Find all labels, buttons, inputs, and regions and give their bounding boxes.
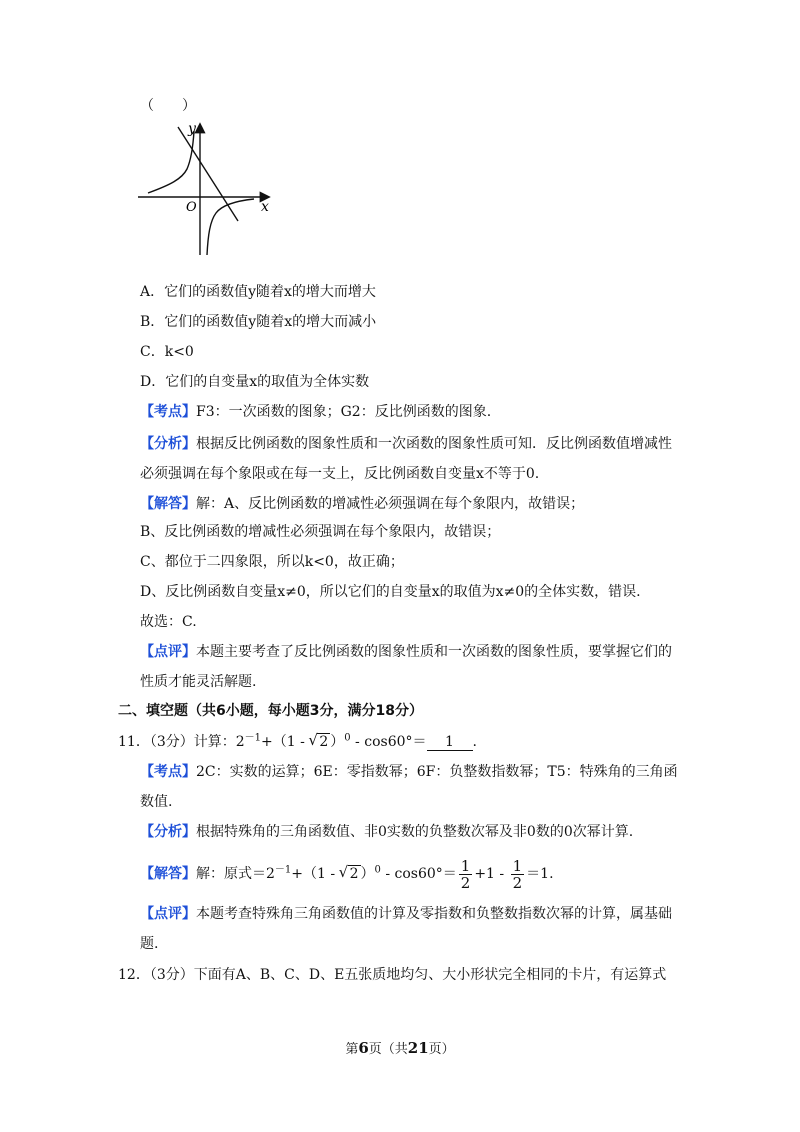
q11-jieda-plus: +1 -: [474, 866, 509, 882]
footer-mid: 页（共: [368, 1042, 408, 1057]
q11-kaodian-row: [140, 762, 678, 782]
q11-kaodian-text-1: 2C：实数的运算；6E：零指数幂；6F：负整数指数幂；T5：特殊角的三角函: [196, 764, 678, 780]
jieda-text-2: B、反比例函数的增减性必须强调在每个象限内，故错误；: [140, 524, 501, 540]
dianping-text-1: 本题主要考查了反比例函数的图象性质和一次函数的图象性质，要掌握它们的: [196, 644, 672, 660]
footer-suffix: 页）: [428, 1042, 455, 1057]
q11-score: （3分）计算：2: [149, 734, 245, 750]
question-bracket: （ ）: [140, 98, 196, 114]
q11-exponent: －1: [244, 732, 262, 744]
q11-jieda-sqrt-arg: 2: [349, 866, 359, 882]
q11-answer: 1: [427, 734, 473, 751]
q11-jieda-prefix: 解：原式＝2: [196, 866, 275, 882]
q12-text: （3分）下面有A、B、C、D、E五张质地均匀、大小形状完全相同的卡片，有运算式: [149, 967, 667, 983]
y-axis-label: y: [188, 121, 196, 137]
q11-jieda-result: ＝1.: [526, 866, 554, 882]
option-a: A．它们的函数值y随着x的增大而增大: [140, 284, 376, 300]
footer-page-number: 6: [358, 1039, 369, 1057]
kaodian-text: F3：一次函数的图象；G2：反比例函数的图象.: [196, 404, 492, 420]
question-12: [118, 965, 666, 985]
jieda-text-5: 故选：C.: [140, 614, 197, 630]
q11-dianping-row: [140, 904, 672, 924]
q11-sqrt-arg: 2: [319, 734, 329, 750]
fenxi-text-2: 必须强调在每个象限或在每一支上，反比例函数自变量x不等于0.: [140, 466, 540, 482]
q11-kaodian-tag: 【考点】: [140, 764, 196, 780]
q11-dianping-text-2: 题.: [140, 936, 159, 952]
q11-fenxi-row: [140, 822, 633, 842]
q11-fenxi-tag: 【分析】: [140, 824, 196, 840]
q11-fenxi-text: 根据特殊角的三角函数值、非0实数的负整数次幂及非0数的0次幂计算.: [196, 824, 634, 840]
function-graph: [130, 115, 280, 260]
dianping-text-2: 性质才能灵活解题.: [140, 674, 257, 690]
q11-jieda-tag: 【解答】: [140, 866, 196, 882]
fenxi-tag: 【分析】: [140, 436, 196, 452]
q11-jieda-zero: 0: [374, 864, 381, 876]
q11-end: .: [472, 734, 477, 750]
q11-dianping-text-1: 本题考查特殊角三角函数值的计算及零指数和负整数指数次幂的计算，属基础: [196, 906, 672, 922]
x-axis-label: x: [261, 199, 269, 215]
jieda-text-4: D、反比例函数自变量x≠0，所以它们的自变量x的取值为x≠0的全体实数，错误.: [140, 584, 641, 600]
q11-jieda-mid: +（1 -: [291, 866, 340, 882]
fenxi-text-1: 根据反比例函数的图象性质和一次函数的图象性质可知．反比例函数值增减性: [196, 436, 672, 452]
footer-total-pages: 21: [407, 1039, 429, 1057]
kaodian-tag: 【考点】: [140, 404, 196, 420]
footer-prefix: 第: [345, 1042, 359, 1057]
option-c: C．k<0: [140, 344, 194, 360]
hyperbola-branch-right: [207, 199, 254, 255]
fraction-one-half-a: $\frac{1}{2}$: [460, 856, 471, 892]
q11-zero-exp: 0: [344, 732, 351, 744]
jieda-row: [140, 494, 584, 514]
dianping-row: [140, 642, 672, 662]
kaodian-row: [140, 402, 491, 422]
q12-number: 12．: [118, 967, 150, 983]
page-footer: [0, 1038, 800, 1057]
q11-kaodian-text-2: 数值.: [140, 794, 173, 810]
jieda-text-3: C、都位于二四象限，所以k<0，故正确；: [140, 554, 404, 570]
q11-jieda-sqrt: [340, 857, 361, 891]
option-d: D．它们的自变量x的取值为全体实数: [140, 374, 370, 390]
fraction-one-half-b: $\frac{1}{2}$: [512, 856, 523, 892]
q11-tail: - cos60°＝: [350, 734, 427, 750]
option-b: B．它们的函数值y随着x的增大而减小: [140, 314, 377, 330]
q11-jieda-row: 【解答】解：原式$=2^{-1}+(1$ - √ 2 ）$^0$ - cos60°＝ $\frac{1}{2}$ +1 - $\frac{1}{2}$ ＝1.: [140, 857, 554, 891]
origin-label: O: [186, 200, 197, 215]
q11-mid: +（1 -: [261, 734, 310, 750]
jieda-text-1: 解：A、反比例函数的增减性必须强调在每个象限内，故错误；: [196, 496, 585, 512]
jieda-tag: 【解答】: [140, 496, 196, 512]
q11-sqrt: [309, 732, 330, 752]
q11-jieda-exp: －1: [274, 864, 292, 876]
dianping-tag: 【点评】: [140, 644, 196, 660]
q11-number: 11．: [118, 734, 150, 750]
q11-jieda-cos: - cos60°＝: [380, 866, 457, 882]
q11-dianping-tag: 【点评】: [140, 906, 196, 922]
question-11: 11．（3分）计算：$2^{-1}+(1$ - √ 2 ）$^0$ - cos60°＝ 1 .: [118, 732, 477, 752]
section-title: 二、填空题（共6小题，每小题3分，满分18分）: [118, 703, 423, 719]
fenxi-row: [140, 434, 672, 454]
